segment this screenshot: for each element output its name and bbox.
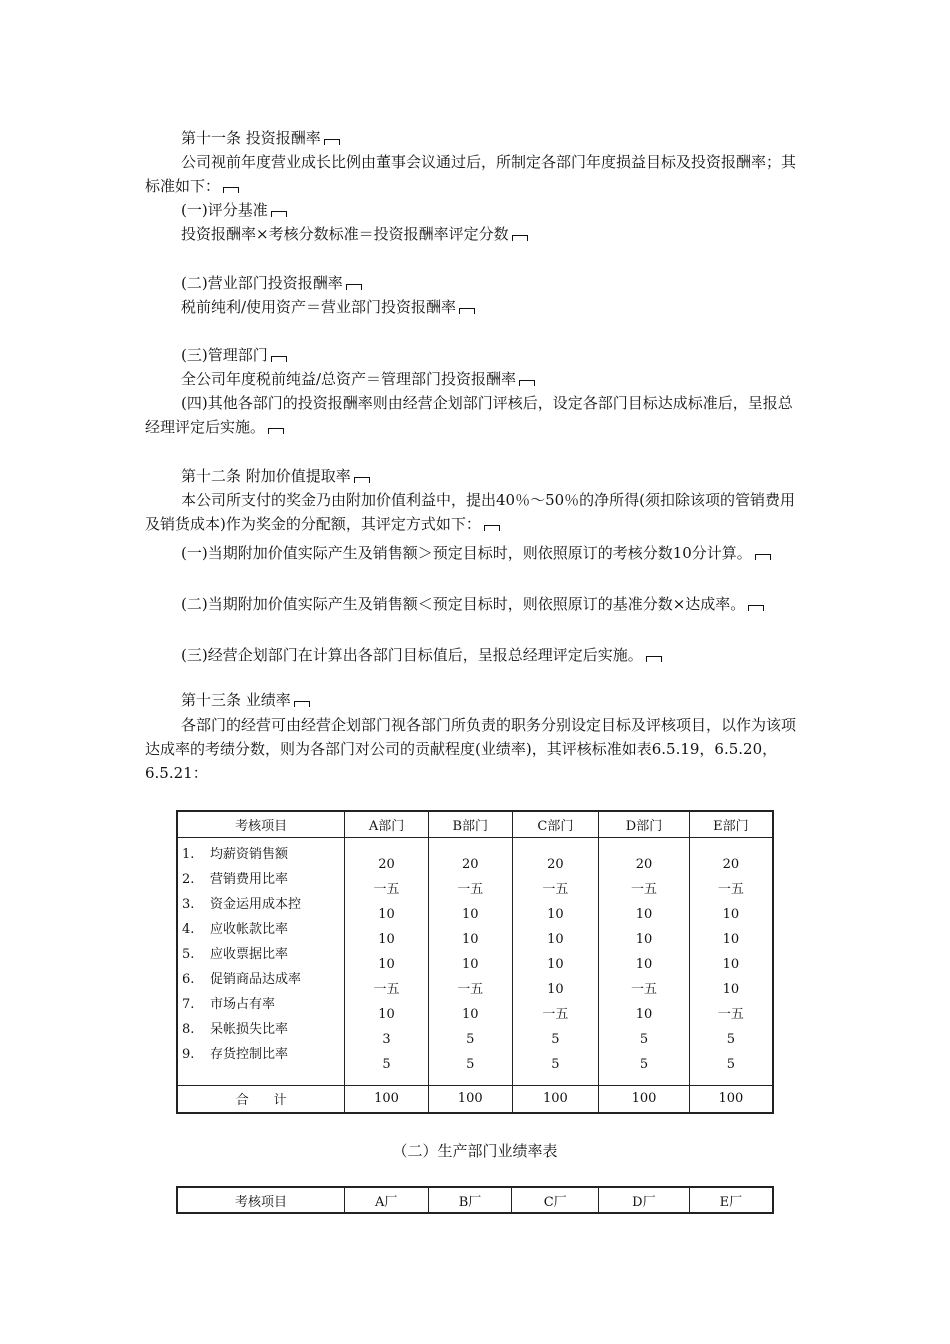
table-cell: 10: [547, 906, 564, 922]
paragraph-mark-icon: [294, 701, 310, 707]
article-12-item-1: (一)当期附加价值实际产生及销售额＞预定目标时，则依照原订的考核分数10分计算。: [145, 541, 805, 565]
table-cell: 5: [382, 1056, 391, 1072]
items-column: [177, 837, 345, 1085]
table-cell: 20: [547, 856, 564, 872]
table-cell: 10: [378, 906, 395, 922]
table-cell: 一五: [457, 981, 484, 997]
table-body-row: [177, 837, 773, 1085]
table-cell: 5: [551, 1031, 560, 1047]
table-cell: 一五: [373, 981, 400, 997]
header-d: D部门: [599, 811, 690, 837]
table-cell: 5: [466, 1056, 475, 1072]
paragraph-mark-icon: [346, 284, 362, 290]
header-a: A部门: [345, 811, 429, 837]
list-item: 2. 营销费用比率: [182, 871, 289, 887]
table-cell: 一五: [717, 881, 744, 897]
header-b: B部门: [428, 811, 512, 837]
table-cell: 10: [722, 981, 740, 997]
paragraph-mark-icon: [512, 235, 528, 241]
values-column-b: [428, 837, 512, 1085]
table-cell: 10: [722, 956, 740, 972]
values-column-a: [345, 837, 429, 1085]
header-c: C厂: [512, 1187, 599, 1213]
article-12-item-3: (三)经营企划部门在计算出各部门目标值后，呈报总经理评定后实施。: [145, 643, 805, 667]
article-13-paragraph: 各部门的经营可由经营企划部门视各部门所负责的职务分别设定目标及评核项目，以作为该项达成率的考绩分数，则为各部门对公司的贡献程度(业绩率)，其评核标准如表6.5.19，6.5.20，6.5.21：: [145, 716, 797, 782]
table-cell: 5: [466, 1031, 475, 1047]
table-cell: 一五: [630, 881, 657, 897]
table-cell: 10: [635, 906, 653, 922]
paragraph-mark-icon: [271, 211, 287, 217]
header-e: E部门: [689, 811, 773, 837]
header-e: E厂: [689, 1187, 773, 1213]
header-a: A厂: [344, 1187, 428, 1213]
header-c: C部门: [512, 811, 599, 837]
table-cell: 5: [726, 1056, 736, 1072]
department-performance-table: [176, 810, 774, 1114]
table-cell: 一五: [542, 1006, 569, 1022]
article-12-paragraph: 本公司所支付的奖金乃由附加价值利益中，提出40％～50％的净所得(须扣除该项的管销费用及销货成本)作为奖金的分配额，其评定方式如下：: [145, 491, 796, 533]
header-d: D厂: [599, 1187, 690, 1213]
header-b: B厂: [428, 1187, 512, 1213]
list-item: 5. 应收票据比率: [182, 946, 289, 962]
paragraph-mark-icon: [223, 187, 239, 193]
table-cell: 20: [722, 856, 740, 872]
table-cell: 10: [461, 956, 479, 972]
formula-1: 投资报酬率×考核分数标准＝投资报酬率评定分数: [145, 222, 805, 246]
values-column-d: [599, 837, 690, 1085]
article-13-title: 第十三条 业绩率: [145, 688, 805, 712]
table-cell: 10: [461, 1006, 479, 1022]
paragraph-mark-icon: [459, 308, 475, 314]
paragraph-mark-icon: [519, 380, 535, 386]
table-cell: 3: [382, 1031, 391, 1047]
production-performance-table: [176, 1186, 774, 1214]
table-cell: 一五: [630, 981, 657, 997]
table-cell: 5: [726, 1031, 736, 1047]
article-11-title: 第十一条 投资报酬率: [145, 126, 805, 150]
table-cell: 10: [635, 931, 653, 947]
header-item: 考核项目: [177, 811, 345, 837]
paragraph-mark-icon: [484, 525, 500, 531]
section-4-paragraph: (四)其他各部门的投资报酬率则由经营企划部门评核后，设定各部门目标达成标准后，呈报总经理评定后实施。: [145, 394, 793, 436]
table-cell: 一五: [717, 1006, 744, 1022]
table-cell: 一五: [457, 881, 484, 897]
values-column-c: [512, 837, 599, 1085]
paragraph-mark-icon: [646, 656, 662, 662]
table-cell: 10: [378, 956, 395, 972]
list-item: 1. 均薪资销售额: [182, 846, 289, 862]
list-item: 8. 呆帐损失比率: [182, 1021, 289, 1037]
table-header-row: [177, 1187, 773, 1213]
total-d: 100: [599, 1085, 690, 1113]
table-cell: 一五: [373, 881, 400, 897]
list-item: 3. 资金运用成本控: [182, 896, 302, 912]
table-cell: 20: [461, 856, 479, 872]
list-item: 7. 市场占有率: [182, 996, 276, 1012]
table-total-row: [177, 1085, 773, 1113]
table-cell: 5: [639, 1031, 649, 1047]
paragraph-mark-icon: [324, 139, 340, 145]
total-b: 100: [428, 1085, 512, 1113]
paragraph-mark-icon: [354, 477, 370, 483]
table-cell: 20: [635, 856, 653, 872]
total-c: 100: [512, 1085, 599, 1113]
total-e: 100: [689, 1085, 773, 1113]
article-12-title: 第十二条 附加价值提取率: [145, 464, 805, 488]
table-cell: 20: [378, 856, 395, 872]
section-3-heading: (三)管理部门: [145, 343, 805, 367]
header-item: 考核项目: [177, 1187, 344, 1213]
table-cell: 5: [551, 1056, 560, 1072]
formula-3: 全公司年度税前纯益/总资产＝管理部门投资报酬率: [145, 367, 805, 391]
paragraph-mark-icon: [271, 356, 287, 362]
table-cell: 5: [639, 1056, 649, 1072]
table-cell: 10: [378, 1006, 395, 1022]
table-cell: 一五: [542, 881, 569, 897]
total-a: 100: [345, 1085, 429, 1113]
table-cell: 10: [722, 931, 740, 947]
table-cell: 10: [461, 931, 479, 947]
paragraph-mark-icon: [755, 554, 771, 560]
list-item: 9. 存货控制比率: [182, 1046, 289, 1062]
table-cell: 10: [461, 906, 479, 922]
values-column-e: [689, 837, 773, 1085]
article-12-item-2: (二)当期附加价值实际产生及销售额＜预定目标时，则依照原订的基准分数×达成率。: [145, 592, 805, 616]
section-1-heading: (一)评分基准: [145, 198, 805, 222]
table-cell: 10: [635, 956, 653, 972]
section-2-heading: (二)营业部门投资报酬率: [145, 271, 805, 295]
list-item: 6. 促销商品达成率: [182, 971, 302, 987]
table-cell: 10: [547, 956, 564, 972]
table-cell: 10: [378, 931, 395, 947]
total-label: 合 计: [177, 1085, 345, 1113]
table-header-row: [177, 811, 773, 837]
table-2-caption: （二）生产部门业绩率表: [392, 1142, 558, 1160]
table-cell: 10: [722, 906, 740, 922]
formula-2: 税前纯利/使用资产＝营业部门投资报酬率: [145, 295, 805, 319]
paragraph-mark-icon: [268, 428, 284, 434]
table-cell: 10: [635, 1006, 653, 1022]
paragraph-mark-icon: [748, 605, 764, 611]
table-cell: 10: [547, 981, 564, 997]
table-cell: 10: [547, 931, 564, 947]
article-11-paragraph: 公司视前年度营业成长比例由董事会议通过后，所制定各部门年度损益目标及投资报酬率；其标准如下：: [145, 153, 797, 195]
list-item: 4. 应收帐款比率: [182, 921, 289, 937]
